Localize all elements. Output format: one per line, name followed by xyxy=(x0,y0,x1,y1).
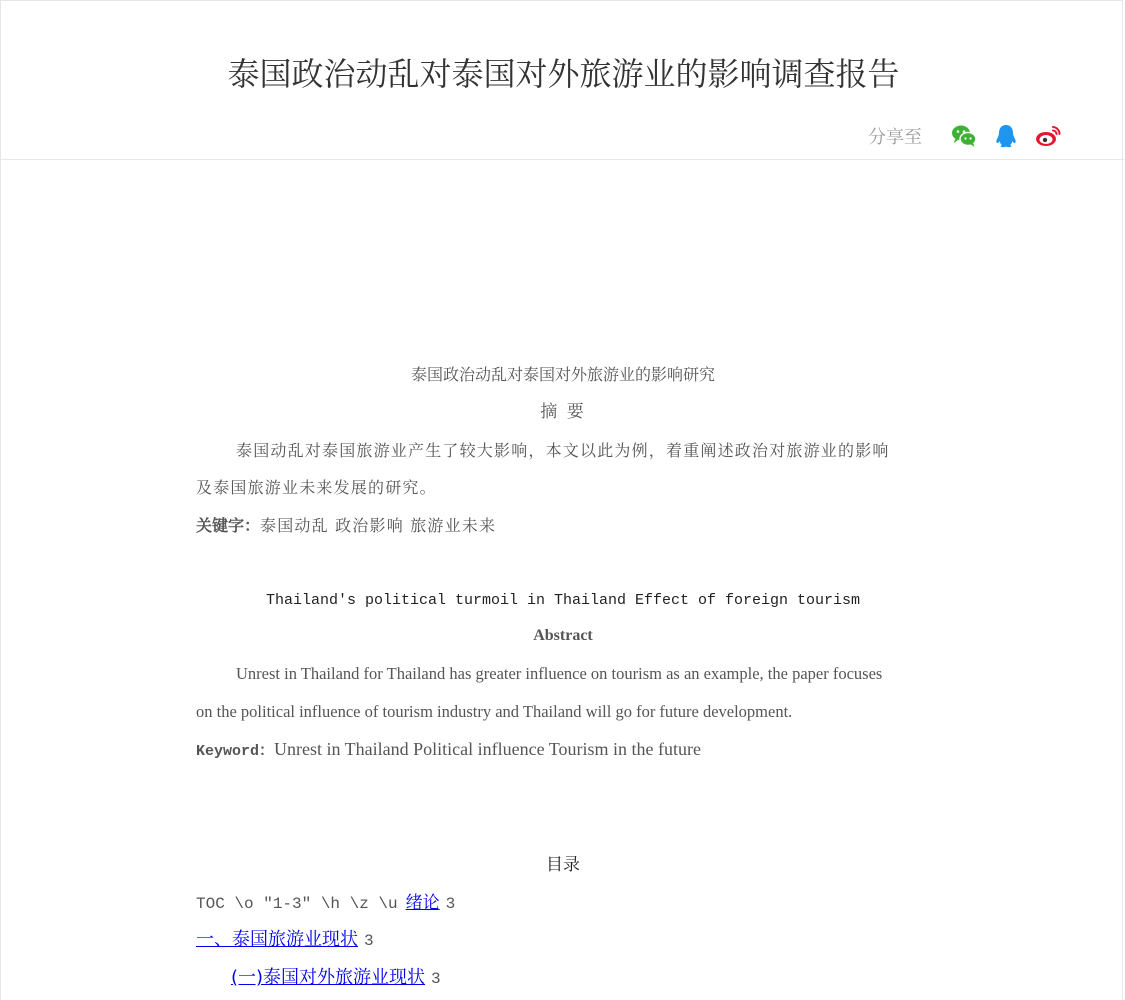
toc-page: 3 xyxy=(431,970,441,988)
page-header xyxy=(1,1,1124,160)
en-abstract-line-2: on the political influence of tourism industry and Thailand will go for future development. xyxy=(196,702,793,721)
cn-abstract-line-2: 及泰国旅游业未来发展的研究。 xyxy=(196,478,437,497)
en-keywords-label: Keyword： xyxy=(196,743,275,760)
cn-keywords-row xyxy=(196,507,930,544)
en-doc-title: Thailand's political turmoil in Thailand Effect of foreign tourism xyxy=(265,592,861,609)
en-keywords-row xyxy=(196,731,930,770)
wechat-icon[interactable] xyxy=(950,122,978,150)
cn-keywords: 泰国动乱 政治影响 旅游业未来 xyxy=(260,516,497,535)
toc-row xyxy=(231,965,441,992)
toc-page: 3 xyxy=(445,895,456,913)
toc-link-section-1-1[interactable]: (一)泰国对外旅游业现状 xyxy=(231,967,426,988)
toc-row xyxy=(196,927,374,954)
toc-row xyxy=(196,890,455,917)
cn-doc-title: 泰国政治动乱对泰国对外旅游业的影响研究 xyxy=(410,365,715,384)
share-bar xyxy=(868,121,1062,151)
en-abstract-heading: Abstract xyxy=(533,627,593,644)
weibo-icon[interactable] xyxy=(1034,122,1062,150)
toc-field-code: TOC \o "1-3" \h \z \u xyxy=(196,895,398,913)
en-abstract-line-1: Unrest in Thailand for Thailand has greater influence on tourism as an example, the paper focuses xyxy=(236,664,883,683)
toc-link-section-1[interactable]: 一、泰国旅游业现状 xyxy=(196,929,358,950)
toc-page: 3 xyxy=(364,932,374,950)
share-label: 分享至 xyxy=(868,127,922,148)
page-title: 泰国政治动乱对泰国对外旅游业的影响调查报告 xyxy=(227,55,900,93)
cn-keywords-label: 关键字： xyxy=(196,516,261,535)
cn-abstract-heading: 摘 要 xyxy=(540,402,586,422)
toc-link-intro[interactable]: 绪论 xyxy=(405,893,440,913)
cn-abstract-line-1: 泰国动乱对泰国旅游业产生了较大影响，本文以此为例，着重阐述政治对旅游业的影响 xyxy=(236,441,890,460)
toc-heading: 目录 xyxy=(546,855,580,875)
qq-icon[interactable] xyxy=(992,122,1020,150)
en-keywords: Unrest in Thailand Political influence Tourism in the future xyxy=(274,739,701,759)
